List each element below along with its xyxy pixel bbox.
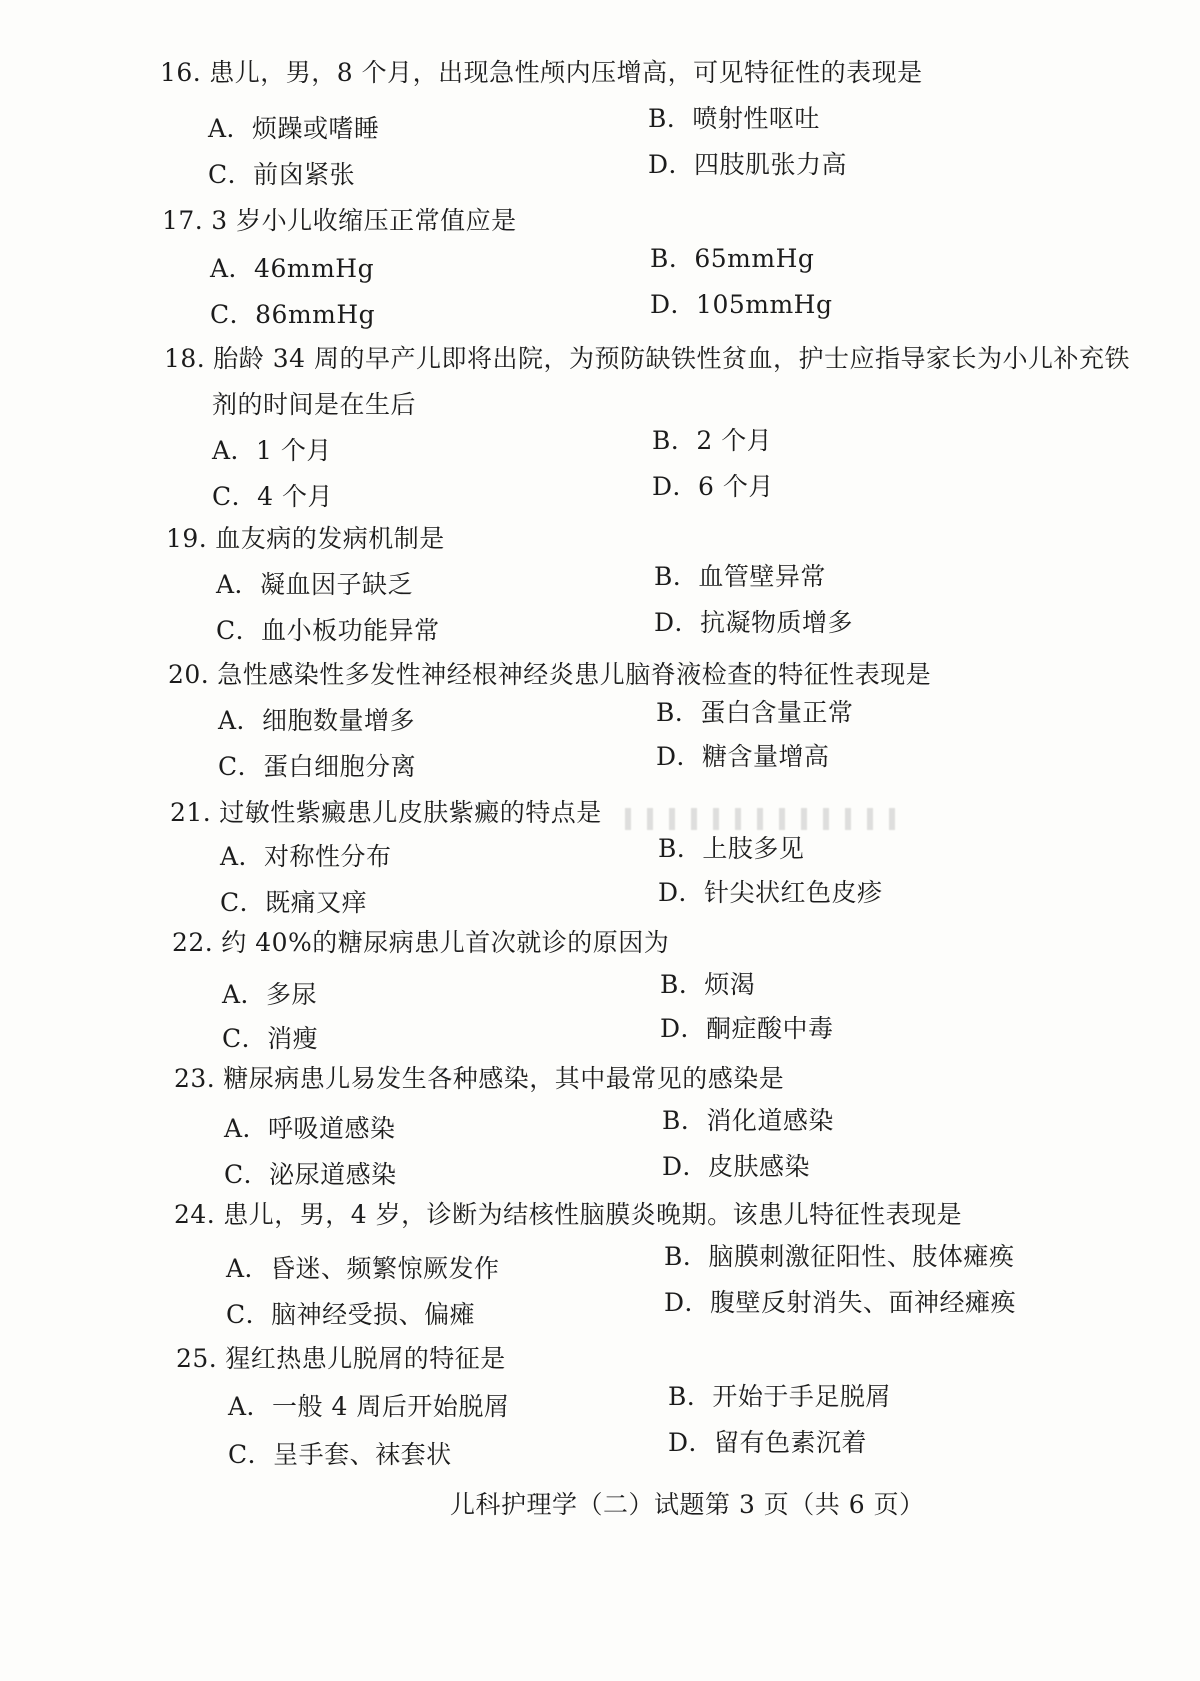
question-number: 16. [160, 58, 202, 87]
question-25-option-a: A．一般 4 周后开始脱屑 [228, 1392, 510, 1421]
question-20-option-a: A．细胞数量增多 [218, 706, 416, 735]
question-text: 过敏性紫癜患儿皮肤紫癜的特点是 [219, 798, 602, 827]
question-text: 胎龄 34 周的早产儿即将出院，为预防缺铁性贫血，护士应指导家长为小儿补充铁 [213, 344, 1130, 373]
question-17-option-d: D．105mmHg [650, 290, 833, 319]
question-number: 25. [176, 1344, 218, 1373]
question-number: 24. [174, 1200, 216, 1229]
question-22-option-c: C．消瘦 [222, 1024, 319, 1053]
question-text: 糖尿病患儿易发生各种感染，其中最常见的感染是 [223, 1064, 785, 1093]
question-18-option-a: A．1 个月 [212, 436, 332, 465]
question-19-option-c: C．血小板功能异常 [216, 616, 440, 645]
question-text: 3 岁小儿收缩压正常值应是 [211, 206, 517, 235]
scan-smudge [625, 808, 895, 830]
question-16-stem [160, 58, 923, 88]
question-16-option-b: B．喷射性呕吐 [648, 104, 820, 133]
question-text: 急性感染性多发性神经根神经炎患儿脑脊液检查的特征性表现是 [217, 660, 932, 689]
question-20-option-c: C．蛋白细胞分离 [218, 752, 417, 781]
question-number: 20. [168, 660, 210, 689]
question-24-option-b: B．脑膜刺激征阳性、肢体瘫痪 [664, 1242, 1015, 1271]
question-21-option-c: C．既痛又痒 [220, 888, 368, 917]
question-25-option-d: D．留有色素沉着 [668, 1428, 868, 1457]
question-number: 23. [174, 1064, 216, 1093]
question-23-option-b: B．消化道感染 [662, 1106, 834, 1135]
question-24-stem [174, 1200, 962, 1230]
question-18-option-c: C．4 个月 [212, 482, 333, 511]
question-18-stem-continued: 剂的时间是在生后 [212, 390, 417, 419]
question-text: 患儿，男，4 岁，诊断为结核性脑膜炎晚期。该患儿特征性表现是 [223, 1200, 963, 1229]
question-23-option-d: D．皮肤感染 [662, 1152, 811, 1181]
question-16-option-c: C．前囟紧张 [208, 160, 356, 189]
question-number: 17. [162, 206, 204, 235]
question-22-option-b: B．烦渴 [660, 970, 756, 999]
question-18-option-d: D．6 个月 [652, 472, 774, 501]
question-23-stem [174, 1064, 784, 1094]
question-25-option-b: B．开始于手足脱屑 [668, 1382, 891, 1411]
question-number: 19. [166, 524, 208, 553]
question-text: 猩红热患儿脱屑的特征是 [225, 1344, 506, 1373]
question-24-option-a: A．昏迷、频繁惊厥发作 [226, 1254, 500, 1283]
question-24-option-d: D．腹壁反射消失、面神经瘫痪 [664, 1288, 1017, 1317]
question-18-stem [164, 344, 1130, 374]
question-19-option-b: B．血管壁异常 [654, 562, 826, 591]
question-text: 血友病的发病机制是 [215, 524, 445, 553]
question-20-option-d: D．糖含量增高 [656, 742, 830, 771]
question-number: 21. [170, 798, 212, 827]
question-21-option-d: D．针尖状红色皮疹 [658, 878, 883, 907]
question-21-stem [170, 798, 602, 828]
question-23-option-a: A．呼吸道感染 [224, 1114, 396, 1143]
question-20-stem [168, 660, 931, 690]
question-16-option-d: D．四肢肌张力高 [648, 150, 848, 179]
question-23-option-c: C．泌尿道感染 [224, 1160, 397, 1189]
question-text: 约 40%的糖尿病患儿首次就诊的原因为 [221, 928, 670, 957]
question-18-option-b: B．2 个月 [652, 426, 773, 455]
question-text: 患儿，男，8 个月，出现急性颅内压增高，可见特征性的表现是 [209, 58, 923, 87]
question-20-option-b: B．蛋白含量正常 [656, 698, 854, 727]
question-24-option-c: C．脑神经受损、偏瘫 [226, 1300, 476, 1329]
question-16-option-a: A．烦躁或嗜睡 [208, 114, 380, 143]
question-25-stem [176, 1344, 506, 1374]
question-17-option-a: A．46mmHg [210, 254, 375, 283]
question-21-option-a: A．对称性分布 [220, 842, 392, 871]
question-22-stem [172, 928, 669, 958]
question-number: 22. [172, 928, 214, 957]
question-22-option-a: A．多尿 [222, 980, 318, 1009]
question-17-option-b: B．65mmHg [650, 244, 815, 273]
question-22-option-d: D．酮症酸中毒 [660, 1014, 834, 1043]
question-25-option-c: C．呈手套、袜套状 [228, 1440, 452, 1469]
question-17-option-c: C．86mmHg [210, 300, 376, 329]
question-17-stem [162, 206, 517, 236]
question-19-option-a: A．凝血因子缺乏 [216, 570, 414, 599]
page-footer: 儿科护理学（二）试题第 3 页（共 6 页） [450, 1490, 925, 1519]
question-19-option-d: D．抗凝物质增多 [654, 608, 854, 637]
question-21-option-b: B．上肢多见 [658, 834, 805, 863]
question-19-stem [166, 524, 445, 554]
question-number: 18. [164, 344, 206, 373]
